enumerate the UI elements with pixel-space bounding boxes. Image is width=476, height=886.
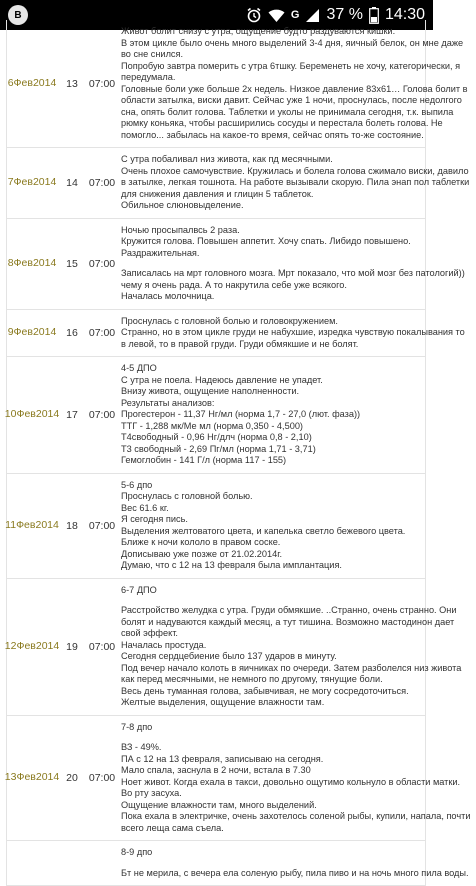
cycle-day: 15 bbox=[66, 257, 78, 270]
entry-date: 11 Фев 2014 bbox=[5, 519, 59, 532]
note-line: Ночью просыпалвсь 2 раза. bbox=[121, 224, 240, 235]
note-line bbox=[121, 596, 461, 605]
note-line: помогло... забылась на какое-то время, сейчас опять то-же состояние. bbox=[121, 129, 424, 140]
note-line: 6-7 ДПО bbox=[121, 584, 157, 595]
note-line: Прогестерон - 11,37 Нг/мл (норма 1,7 - 27,0 (лют. фаза)) bbox=[121, 409, 361, 419]
entry-time: 07:00 bbox=[88, 519, 116, 532]
entry-notes bbox=[117, 841, 475, 885]
entry-time: 07:00 bbox=[88, 408, 116, 421]
entry-date: 8 Фев 2014 bbox=[7, 257, 57, 270]
entry-date bbox=[7, 841, 57, 885]
note-line: Проснулась с головной болью и головокружением. bbox=[121, 315, 338, 326]
entry-time: 07:00 bbox=[88, 77, 116, 90]
note-line: Началась простуда. bbox=[121, 639, 207, 650]
note-line: ТТГ - 1,288 мк/Ме мл (норма 0,350 - 4,500) bbox=[121, 420, 303, 431]
note-line: Ближе к ночи кололо в правом соске. bbox=[121, 537, 281, 547]
diary-row bbox=[7, 148, 470, 219]
diary-table bbox=[4, 20, 471, 886]
diary-row bbox=[7, 219, 465, 310]
note-line: 5-6 дпо bbox=[121, 479, 153, 490]
cycle-day: 16 bbox=[66, 326, 78, 339]
entry-notes bbox=[117, 219, 471, 309]
diary-row bbox=[7, 841, 469, 886]
diary-row bbox=[7, 474, 425, 579]
note-line: Началась молочница. bbox=[121, 291, 215, 301]
note-line: Проснулась с головной болью. bbox=[121, 491, 253, 501]
note-line: Результаты анализов: bbox=[121, 397, 215, 408]
entry-notes bbox=[117, 20, 474, 147]
network-type-icon: G bbox=[290, 9, 300, 21]
entry-notes bbox=[117, 310, 471, 357]
entry-notes bbox=[117, 716, 476, 841]
note-line: 8-9 дпо bbox=[121, 847, 153, 857]
note-line: Странно, но в этом цикле груди не набухшие, изредка чувствую покалывания то bbox=[121, 327, 465, 337]
note-line: Расстройство желудка с утра. Груди обмякшие. ..Странно, очень странно. Они bbox=[121, 605, 457, 615]
diary-row bbox=[7, 20, 468, 148]
note-line: свой эффект. bbox=[121, 628, 178, 638]
note-line: Сегодня сердцебиение было 137 ударов в минуту. bbox=[121, 651, 337, 661]
clock: 14:30 bbox=[384, 6, 425, 23]
note-line: Мало спала, заснула в 2 ночи, встала в 7.30 bbox=[121, 765, 311, 775]
note-line: Раздражительная. bbox=[121, 247, 200, 258]
note-line: Желтые выделения, ощущение влажности там. bbox=[121, 697, 325, 707]
note-line: Кружится голова. Повышен аппетит. Хочу спать. Либидо повышено. bbox=[121, 236, 411, 246]
entry-time: 07:00 bbox=[88, 326, 116, 339]
note-line: в затылке, легкая тошнота. На работе вызывали скорую. Пила энап пол таблетки bbox=[121, 177, 470, 187]
note-line: в левой, то в правой груди. Груди обмякшие и не болят. bbox=[121, 338, 359, 349]
cycle-day: 18 bbox=[66, 519, 78, 532]
entry-date: 6 Фев 2014 bbox=[7, 77, 57, 90]
note-line: Гемоглобин - 141 Г/л (норма 117 - 155) bbox=[121, 455, 287, 465]
note-line: Очень плохое самочувствие. Кружилась и болела голова сжимало виски, давило bbox=[121, 165, 469, 176]
entry-time bbox=[87, 841, 117, 885]
battery-percentage: 37 % bbox=[326, 6, 363, 23]
entry-time: 07:00 bbox=[88, 640, 116, 653]
note-line: рюмку коньяка, чтобы расширились сосуды и перестала болеть голова. Не bbox=[121, 118, 443, 128]
note-line: болят и надуваются каждый месяц, а тут тишина. Возможно мастодинон дает bbox=[121, 616, 455, 627]
note-line: ПА с 12 на 13 февраля, записываю на сегодня. bbox=[121, 753, 324, 764]
note-line: Во рту засуха. bbox=[121, 788, 182, 798]
note-line: Живот болит снизу с утра, ощущение будто раздуваются кишки. bbox=[121, 26, 396, 36]
note-line: 4-5 ДПО bbox=[121, 363, 157, 373]
entry-time: 07:00 bbox=[88, 176, 116, 189]
note-line: как перед месячными, не немного по другому, тянущие боли. bbox=[121, 674, 383, 684]
entry-date: 7 Фев 2014 bbox=[7, 176, 57, 189]
note-line: области затылка, виски давит. Сейчас уже 1 ночи, проснулась, после недолгого bbox=[121, 95, 462, 105]
note-line: Т3 свободный - 2,69 Пг/мл (норма 1,71 - 3,71) bbox=[121, 443, 316, 454]
note-line: Думаю, что с 12 на 13 февраля была имплантация. bbox=[121, 560, 342, 570]
note-line: Записалась на мрт головного мозга. Мрт показало, что мой мозг без патологий)) bbox=[121, 268, 465, 278]
note-line: С утра не поела. Надеюсь давление не упадет. bbox=[121, 374, 323, 385]
entry-date: 13 Фев 2014 bbox=[4, 771, 60, 784]
note-line bbox=[121, 733, 470, 742]
note-line: сна, опять болит голова. Таблетки и уколы не принимала сегодня, т.к. выпила bbox=[121, 106, 454, 117]
diary-row bbox=[4, 716, 471, 842]
cycle-day: 20 bbox=[66, 771, 78, 784]
diary-content[interactable] bbox=[0, 26, 471, 878]
note-line: всего леща сама съела. bbox=[121, 822, 224, 833]
cycle-day: 19 bbox=[66, 640, 78, 653]
note-line bbox=[121, 859, 469, 868]
diary-row bbox=[4, 579, 462, 716]
cycle-day: 17 bbox=[66, 408, 78, 421]
note-line: Вес 61.6 кг. bbox=[121, 502, 169, 513]
note-line: Бт не мерила, с вечера ела соленую рыбу, пила пиво и на ночь много пила воды. bbox=[121, 867, 469, 878]
note-line: передумала. bbox=[121, 72, 176, 82]
entry-notes bbox=[117, 474, 425, 578]
cycle-day: 14 bbox=[66, 176, 78, 189]
note-line: В этом цикле было очень много выделений 3-4 дня, яичный белок, он мне даже bbox=[121, 37, 464, 48]
entry-date: 10 Фев 2014 bbox=[4, 408, 60, 421]
note-line: во сне снился. bbox=[121, 49, 184, 59]
note-line: Ощущение влажности там, много выделений. bbox=[121, 799, 317, 810]
note-line: Весь день туманная голова, забывчивая, не могу сосредоточиться. bbox=[121, 685, 409, 696]
note-line: Обильное слюновыделение. bbox=[121, 200, 244, 210]
note-line: Под вечер начало колоть в яичниках по очереди. Затем разболелся низ живота bbox=[121, 662, 462, 673]
cycle-day bbox=[57, 841, 87, 885]
note-line: чему я очень рада. А то накрутила себе уже всякого. bbox=[121, 279, 347, 290]
note-line: Головные боли уже больше 2х недель. Низкое давление 83х61… Голова болит в bbox=[121, 83, 468, 94]
note-line: Выделения желтоватого цвета, и капелька светло бежевого цвета. bbox=[121, 525, 406, 536]
entry-date: 12 Фев 2014 bbox=[4, 640, 60, 653]
note-line: Я сегодня пись. bbox=[121, 514, 188, 524]
note-line: С утра побаливал низ живота, как пд месячными. bbox=[121, 154, 333, 164]
entry-date: 9 Фев 2014 bbox=[7, 326, 57, 339]
entry-time: 07:00 bbox=[88, 771, 116, 784]
note-line: Попробую завтра померить с утра 6тшку. Беременеть не хочу, категорически, я bbox=[121, 60, 461, 71]
entry-time: 07:00 bbox=[88, 257, 116, 270]
note-line: Внизу живота, ощущение наполненности. bbox=[121, 386, 300, 396]
note-line: Дописываю уже позже от 21.02.2014г. bbox=[121, 548, 283, 559]
entry-notes bbox=[117, 579, 467, 715]
entry-notes bbox=[117, 357, 425, 473]
note-line: ВЗ - 49%. bbox=[121, 742, 162, 752]
note-line: для снижения давления и глицин 5 таблеток. bbox=[121, 188, 314, 199]
note-line: 7-8 дпо bbox=[121, 721, 153, 732]
note-line: Т4свободный - 0,96 Нг/длч (норма 0,8 - 2,10) bbox=[121, 432, 312, 442]
note-line: Пока ехала в электричке, очень захотелось соленой рыбы, купили, напала, почти bbox=[121, 811, 471, 821]
cycle-day: 13 bbox=[66, 77, 78, 90]
diary-row bbox=[4, 357, 425, 474]
note-line bbox=[121, 259, 465, 268]
entry-notes bbox=[117, 148, 475, 218]
note-line: Ноет живот. Когда ехала в такси, довольно ощутимо кольнуло в области матки. bbox=[121, 776, 461, 787]
diary-row bbox=[7, 310, 465, 358]
app-notification-icon: B bbox=[8, 5, 28, 25]
